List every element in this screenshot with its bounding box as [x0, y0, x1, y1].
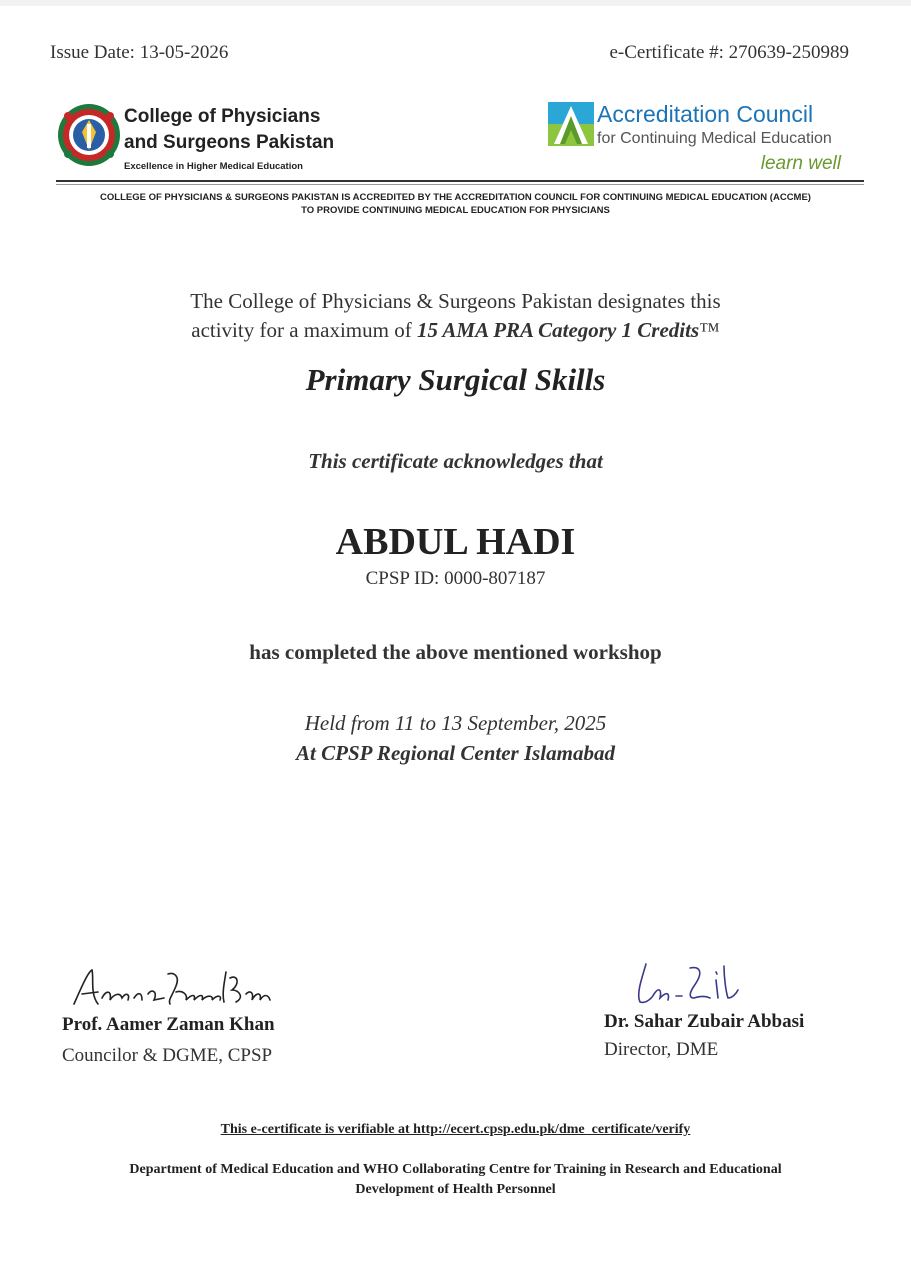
accreditation-line2: TO PROVIDE CONTINUING MEDICAL EDUCATION FOR PHYSICIANS — [301, 205, 610, 216]
designation-line2 — [100, 316, 811, 345]
signatory-1-title: Councilor & DGME, CPSP — [62, 1045, 273, 1066]
designation-line1: The College of Physicians & Surgeons Pakistan designates this — [190, 289, 721, 313]
workshop-venue: At CPSP Regional Center Islamabad — [296, 741, 615, 765]
accreditation-statement — [48, 191, 863, 217]
credits-text: 15 AMA PRA Category 1 Credits — [416, 318, 700, 342]
header-divider-thin — [56, 184, 864, 185]
header-divider — [56, 180, 864, 182]
course-title: Primary Surgical Skills — [305, 362, 606, 397]
trademark-symbol: ™ — [699, 318, 720, 342]
acknowledgement-text: This certificate acknowledges that — [308, 449, 603, 473]
department-line1: Department of Medical Education and WHO Collaborating Centre for Training in Research and Educational — [129, 1162, 782, 1177]
cpsp-name-line1: College of Physicians — [124, 106, 321, 127]
signature-sahar-zubair-abbasi — [632, 958, 742, 1010]
signatory-2-title: Director, DME — [604, 1039, 719, 1060]
signature-aamer-zaman-khan — [68, 964, 278, 1014]
designation-statement — [100, 287, 811, 345]
cpsp-crest-logo — [56, 102, 122, 168]
recipient-name: ABDUL HADI — [335, 521, 576, 563]
cpsp-name-line2: and Surgeons Pakistan — [124, 132, 335, 153]
department-footer — [80, 1160, 831, 1200]
accreditation-line1: COLLEGE OF PHYSICIANS & SURGEONS PAKISTAN IS ACCREDITED BY THE ACCREDITATION COUNCIL FOR CONTINUING MEDICAL EDUCATION (ACCME) — [100, 192, 811, 203]
accme-logo-mark — [548, 102, 594, 146]
designation-prefix: activity for a maximum of — [191, 318, 417, 342]
signatory-2-name: Dr. Sahar Zubair Abbasi — [604, 1011, 805, 1032]
verification-notice: This e-certificate is verifiable at http://ecert.cpsp.edu.pk/dme_certificate/verify — [220, 1122, 691, 1137]
signatory-1-name: Prof. Aamer Zaman Khan — [62, 1014, 275, 1035]
workshop-dates: Held from 11 to 13 September, 2025 — [304, 711, 607, 735]
recipient-id: CPSP ID: 0000-807187 — [365, 568, 546, 589]
accme-slogan: learn well — [760, 153, 841, 174]
top-band — [0, 0, 911, 6]
cpsp-tagline: Excellence in Higher Medical Education — [124, 161, 303, 172]
accme-title: Accreditation Council — [597, 101, 814, 127]
department-line2: Development of Health Personnel — [355, 1182, 556, 1197]
certificate-number: e-Certificate #: 270639-250989 — [609, 42, 849, 63]
cpsp-name — [124, 104, 334, 156]
completion-text: has completed the above mentioned workshop — [249, 640, 662, 664]
accme-subtitle: for Continuing Medical Education — [597, 130, 832, 147]
issue-date: Issue Date: 13-05-2026 — [50, 42, 229, 63]
